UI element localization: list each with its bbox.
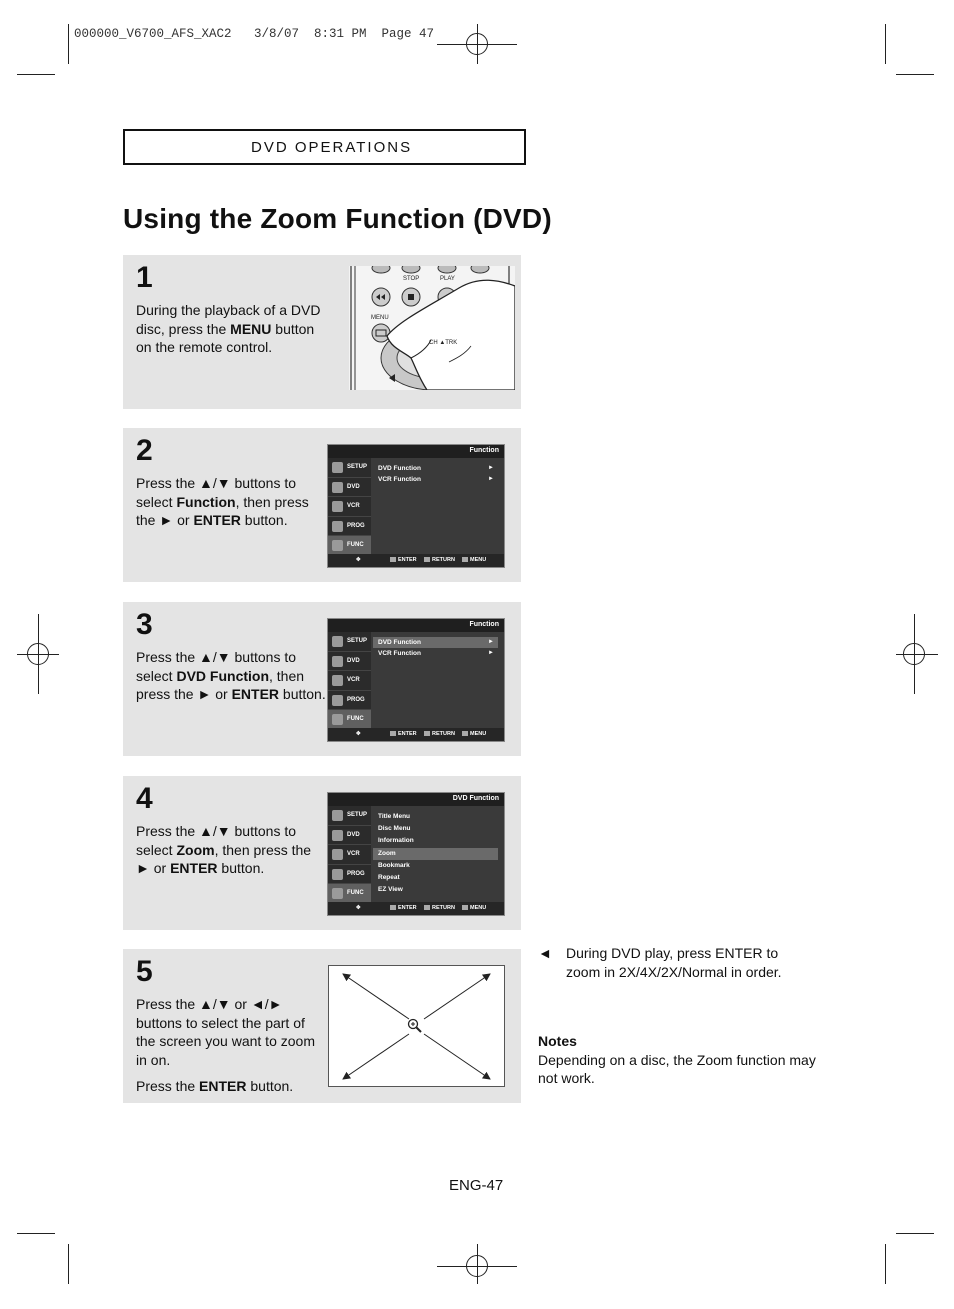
move-icon: ✥ [356,905,361,911]
dvd-icon [332,656,343,667]
step-number: 2 [136,434,153,467]
osd-footer: ✥ ENTER RETURN MENU [328,554,504,567]
remote-control-illustration [349,266,515,390]
step-5-panel [123,949,521,1103]
step-number: 4 [136,782,153,815]
prog-icon [332,521,343,532]
menu-item-repeat: Repeat [378,873,400,881]
menu-item-dvd-function: DVD Function ► [373,637,498,648]
step-1-panel [123,255,521,409]
menu-icon [462,905,468,910]
menu-item-vcr-function: VCR Function ► [378,650,494,657]
step-3-panel [123,602,521,756]
osd-sidebar: SETUP DVD VCR PROG FUNC [328,458,371,556]
menu-icon [462,557,468,562]
step-number: 3 [136,608,153,641]
step-instructions: Press the ▲/▼ buttons to select DVD Function, then press the ► or ENTER button. [136,649,326,702]
menu-icon [462,731,468,736]
notes-body: Depending on a disc, the Zoom function may not work. [538,1052,816,1086]
menu-item-ez-view: EZ View [378,886,403,894]
zoom-levels-note: ◄ During DVD play, press ENTER to zoom in 2X/4X/2X/Normal in order. [538,945,782,980]
menu-item-dvd-function: DVD Function ► [378,465,494,472]
func-icon [332,714,343,725]
return-icon [424,557,430,562]
zoom-arrows-icon [329,966,504,1086]
step-instructions: Press the ▲/▼ buttons to select Function, then press the ► or ENTER button. [136,475,309,528]
osd-sidebar: SETUP DVD VCR PROG FUNC [328,806,371,904]
section-header-box [123,129,526,165]
page-number: ENG-47 [449,1177,504,1194]
step-instructions: Press the ▲/▼ buttons to select Zoom, then press the ► or ENTER button. [136,823,312,876]
stop-label: STOP [403,276,420,282]
setup-icon [332,462,343,473]
dvd-function-menu-screen [327,792,505,916]
dvd-icon [332,830,343,841]
notes-heading: Notes [538,1033,577,1049]
enter-icon [390,557,396,562]
remote-hand-icon [349,266,515,390]
osd-menu-list [373,637,498,659]
menu-item-disc-menu: Disc Menu [378,825,411,833]
step-instructions: Press the ▲/▼ or ◄/► buttons to select the part of the screen you want to zoom in on. Press the ENTER button. [136,996,315,1094]
dvd-icon [332,482,343,493]
menu-label: MENU [371,315,389,321]
setup-icon [332,636,343,647]
prog-icon [332,695,343,706]
menu-heading: DVD Function [452,795,499,802]
step-number: 1 [136,261,153,294]
enter-icon [390,731,396,736]
return-icon [424,905,430,910]
menu-item-zoom: Zoom [373,848,498,860]
vcr-icon [332,849,343,860]
prog-icon [332,869,343,880]
enter-icon [390,905,396,910]
osd-sidebar: SETUP DVD VCR PROG FUNC [328,632,371,730]
osd-footer: ✥ ENTER RETURN MENU [328,728,504,741]
menu-item-title-menu: Title Menu [378,813,411,820]
step-instructions: During the playback of a DVD disc, press the MENU button on the remote control. [136,302,321,355]
return-icon [424,731,430,736]
function-menu-screen [327,618,505,742]
vcr-icon [332,675,343,686]
move-icon: ✥ [356,731,361,737]
menu-item-vcr-function: VCR Function ► [378,476,494,483]
step-2-panel [123,428,521,582]
section-title: DVD OPERATIONS [251,138,413,156]
page-title: Using the Zoom Function (DVD) [123,203,552,234]
step-4-panel [123,776,521,930]
move-icon: ✥ [356,557,361,563]
osd-menu-list [373,463,498,485]
play-label: PLAY [440,276,455,282]
vcr-icon [332,501,343,512]
zoom-screen-illustration [328,965,505,1087]
menu-item-bookmark: Bookmark [378,861,410,869]
osd-footer: ✥ ENTER RETURN MENU [328,902,504,915]
print-header: 000000_V6700_AFS_XAC2 3/8/07 8:31 PM Page 47 [74,27,435,41]
pointer-triangle-icon: ◄ [538,945,552,961]
step-number: 5 [136,955,153,988]
menu-heading: Function [469,447,499,454]
func-icon [332,540,343,551]
menu-item-information: Information [378,837,414,845]
osd-menu-list [373,811,498,896]
func-icon [332,888,343,899]
ch-trk-label: CH ▲TRK [429,340,458,346]
menu-heading: Function [469,621,499,628]
setup-icon [332,810,343,821]
function-menu-screen [327,444,505,568]
